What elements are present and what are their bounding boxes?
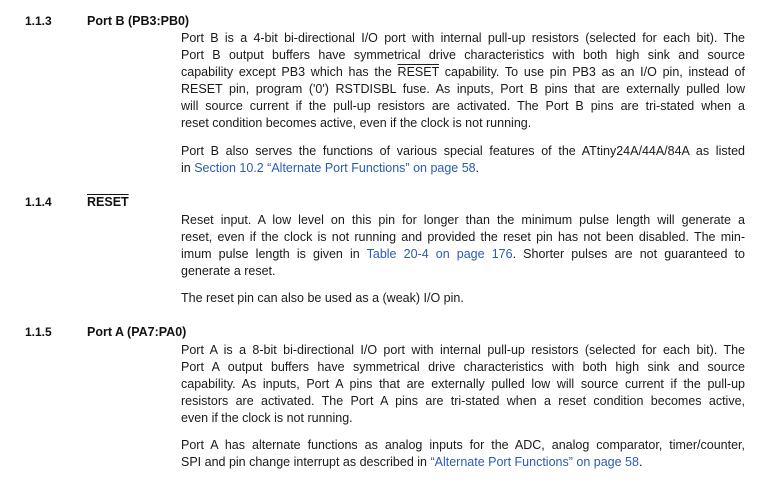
text-line (181, 263, 745, 280)
text-segment: Port A output buffers have symmetrical drive characteristics with both high sink and source (181, 360, 745, 375)
text-line (181, 410, 745, 427)
text-segment: reset condition becomes active, even if the clock is not running. (181, 116, 532, 131)
text-line (181, 115, 745, 132)
text-segment: The reset pin can also be used as a (weak) I/O pin. (181, 291, 464, 305)
text-segment: Reset input. A low level on this pin for longer than the minimum pulse length will generate a (181, 213, 745, 227)
text-line (181, 359, 745, 376)
text-line (181, 290, 745, 307)
text-line (181, 160, 745, 177)
section-number: 1.1.5 (25, 325, 52, 339)
text-segment: capability except PB3 which has the (181, 65, 398, 80)
text-line (181, 98, 745, 115)
text-line (181, 342, 745, 359)
text-segment: generate a reset. (181, 264, 276, 279)
paragraph (181, 342, 745, 427)
paragraph (181, 143, 745, 177)
text-segment: Port B also serves the functions of various special features of the ATtiny24A/44A/84A as listed (181, 144, 745, 158)
text-line (181, 437, 745, 454)
text-line (181, 30, 745, 47)
text-segment: SPI and pin change interrupt as described in (181, 455, 431, 470)
section-title: RESET (87, 195, 129, 209)
text-line (181, 376, 745, 393)
text-line (181, 246, 745, 263)
text-segment: Port B output buffers have symmetrical drive characteristics with both high sink and source (181, 48, 745, 63)
text-line (181, 47, 745, 64)
paragraph (181, 290, 745, 307)
section-number: 1.1.4 (25, 195, 52, 209)
text-segment: capability. As inputs, Port A pins that are externally pulled low will source current if the pull-up (181, 377, 745, 392)
text-segment: reset, even if the clock is not running and provided the reset pin has not been disabled. The min- (181, 230, 745, 245)
section-title: Port A (PA7:PA0) (87, 325, 187, 339)
text-segment: Port B is a 4-bit bi-directional I/O port with internal pull-up resistors (selected for each bit). The (181, 31, 745, 45)
text-segment: will source current if the pull-up resistors are activated. The Port B pins are tri-stated when a (181, 99, 745, 114)
text-segment: capability. To use pin PB3 as an I/O pin, instead of (439, 65, 745, 80)
text-segment: resistors are activated. The Port A pins are tri-stated when a reset condition becomes active, (181, 394, 745, 409)
text-line (181, 454, 745, 471)
text-segment: RESET pin, program ('0') RSTDISBL fuse. As inputs, Port B pins that are externally pulled low (181, 82, 745, 97)
text-segment: . Shorter pulses are not guaranteed to (512, 247, 745, 262)
signal-name: RESET (397, 65, 439, 80)
text-line (181, 229, 745, 246)
cross-reference-link[interactable]: “Alternate Port Functions” on page 58 (430, 455, 639, 470)
text-segment: in (181, 161, 195, 176)
text-segment: Port A is a 8-bit bi-directional I/O port with internal pull-up resistors (selected for each bit). The (181, 343, 745, 357)
text-line (181, 393, 745, 410)
text-line (181, 143, 745, 160)
text-line (181, 64, 745, 81)
section-number: 1.1.3 (25, 14, 52, 28)
text-line (181, 81, 745, 98)
text-segment: even if the clock is not running. (181, 411, 353, 426)
section-title: Port B (PB3:PB0) (87, 14, 190, 28)
text-segment: . (638, 455, 643, 470)
text-segment: . (475, 161, 480, 176)
cross-reference-link[interactable]: Section 10.2 “Alternate Port Functions” on page 58 (194, 161, 476, 176)
text-segment: Port A has alternate functions as analog inputs for the ADC, analog comparator, timer/counter, (181, 438, 745, 452)
paragraph (181, 212, 745, 280)
paragraph (181, 437, 745, 471)
paragraph (181, 30, 745, 133)
text-line (181, 212, 745, 229)
text-segment: imum pulse length is given in (181, 247, 367, 262)
cross-reference-link[interactable]: Table 20-4 on page 176 (366, 247, 513, 262)
